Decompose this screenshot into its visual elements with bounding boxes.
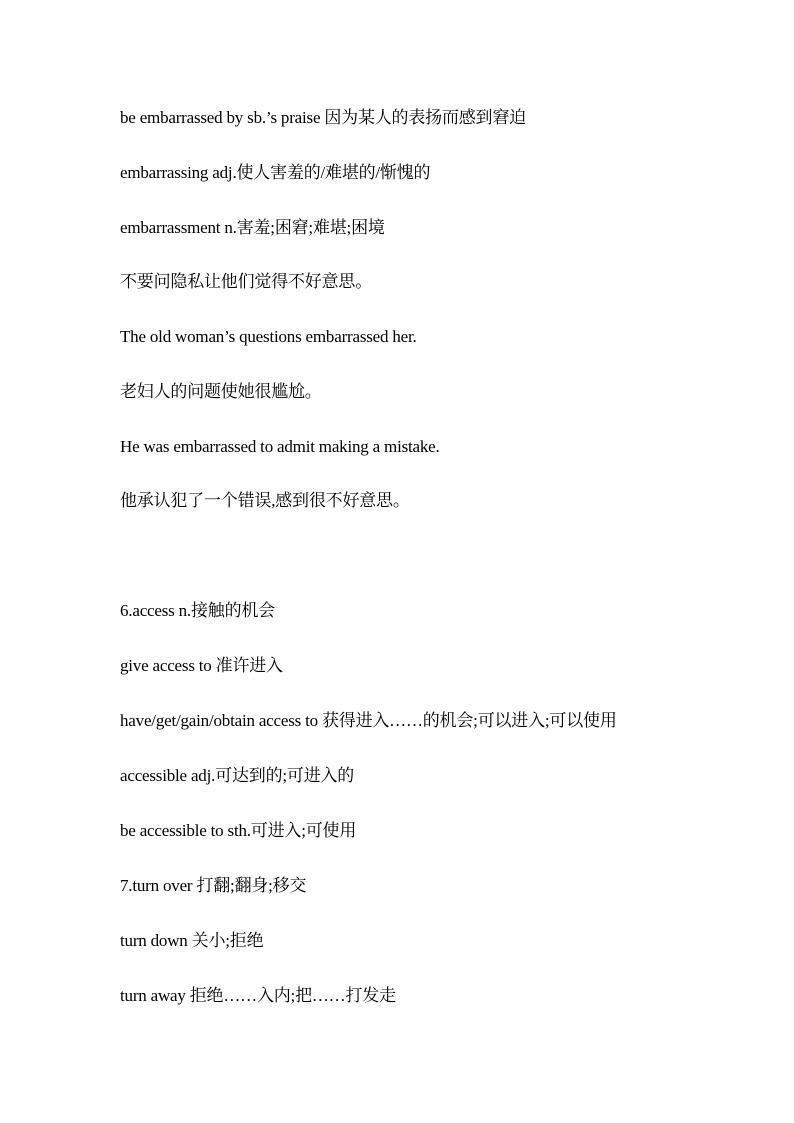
text-line: 老妇人的问题使她很尴尬。 [120,382,322,401]
text-line: The old woman’s questions embarrassed her. [120,327,417,346]
text-line: embarrassing adj.使人害羞的/难堪的/惭愧的 [120,163,431,182]
text-line: embarrassment n.害羞;困窘;难堪;困境 [120,218,385,237]
section-heading: 6.access n.接触的机会 [120,601,275,620]
section-heading: 7.turn over 打翻;翻身;移交 [120,876,307,895]
text-line: 他承认犯了一个错误,感到很不好意思。 [120,491,410,510]
text-line: He was embarrassed to admit making a mistake. [120,437,440,456]
text-line: accessible adj.可达到的;可进入的 [120,766,355,785]
text-line: 不要问隐私让他们觉得不好意思。 [120,272,372,291]
text-line: turn down 关小;拒绝 [120,931,264,950]
text-line: be accessible to sth.可进入;可使用 [120,821,357,840]
text-line: be embarrassed by sb.’s praise 因为某人的表扬而感到窘迫 [120,108,526,127]
text-line: turn away 拒绝……入内;把……打发走 [120,986,396,1005]
text-line: have/get/gain/obtain access to 获得进入……的机会;可以进入;可以使用 [120,711,617,730]
text-line: give access to 准许进入 [120,656,283,675]
